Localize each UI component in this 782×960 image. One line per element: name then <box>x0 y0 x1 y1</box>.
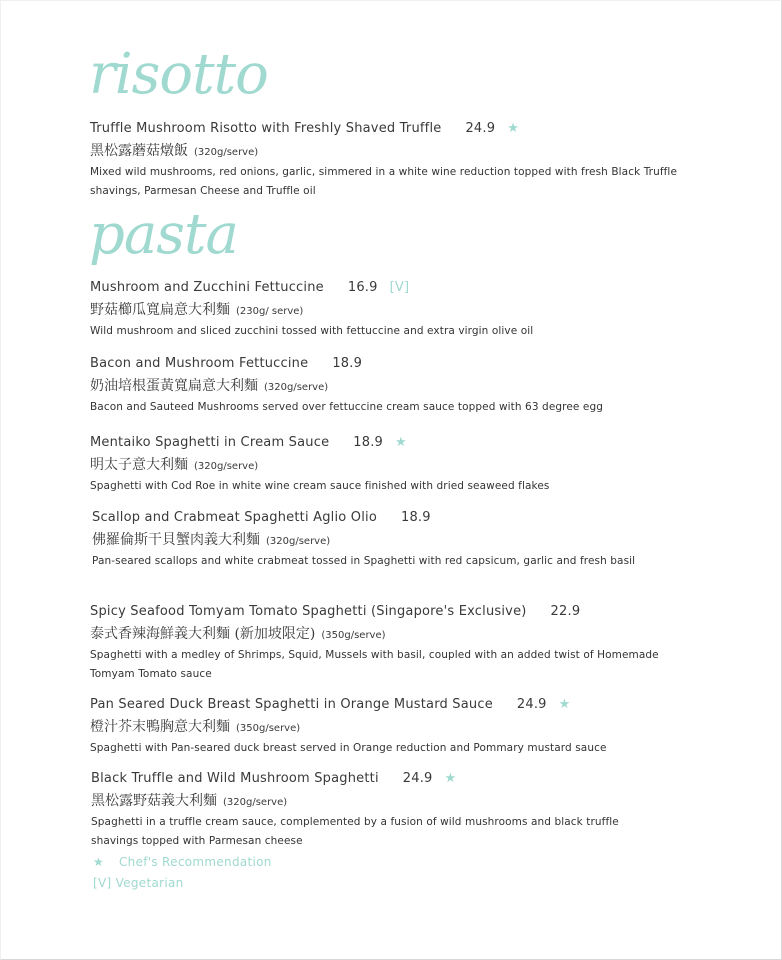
item-description: Wild mushroom and sliced zucchini tossed with fettuccine and extra virgin olive oil <box>90 325 534 337</box>
item-title-line <box>90 696 730 714</box>
item-portion: (320g/serve) <box>223 797 288 808</box>
item-name: Pan Seared Duck Breast Spaghetti in Orange Mustard Sauce <box>90 697 493 712</box>
item-price: 18.9 <box>353 435 384 450</box>
legend-star-label: Chef's Recommendation <box>119 855 272 869</box>
menu-item <box>90 603 670 684</box>
item-description: Spaghetti with Pan-seared duck breast served in Orange reduction and Pommary mustard sauce <box>90 742 607 754</box>
item-chinese-name: 明太子意大利麵 <box>90 457 188 473</box>
item-description: Bacon and Sauteed Mushrooms served over fettuccine cream sauce topped with 63 degree egg <box>90 401 603 413</box>
item-name: Bacon and Mushroom Fettuccine <box>90 356 309 371</box>
menu-item <box>90 279 730 341</box>
item-chinese-name: 橙汁芥末鴨胸意大利麵 <box>90 719 230 735</box>
item-portion: (320g/serve) <box>266 536 331 547</box>
item-description: Spaghetti with Cod Roe in white wine cream sauce finished with dried seaweed flakes <box>90 480 550 492</box>
item-name: Mentaiko Spaghetti in Cream Sauce <box>90 435 330 450</box>
item-chinese-name: 佛羅倫斯干貝蟹肉義大利麵 <box>92 532 260 548</box>
item-price: 24.9 <box>402 771 433 786</box>
item-chinese-line <box>90 300 730 320</box>
item-chinese-line <box>90 624 670 644</box>
item-title-line <box>91 770 651 788</box>
item-chinese-line <box>90 376 730 396</box>
item-price: 22.9 <box>550 604 581 619</box>
legend-chef-recommendation <box>93 855 272 869</box>
item-title-line <box>90 279 730 297</box>
star-icon: ★ <box>395 435 407 450</box>
item-chinese-line <box>91 791 651 811</box>
section-title-pasta: pasta <box>89 202 238 267</box>
menu-item <box>90 120 730 201</box>
item-description: Pan-seared scallops and white crabmeat tossed in Spaghetti with red capsicum, garlic and fresh basil <box>92 555 636 567</box>
item-price: 18.9 <box>332 356 363 371</box>
item-name: Mushroom and Zucchini Fettuccine <box>90 280 324 295</box>
item-chinese-name: 奶油培根蛋黃寬扁意大利麵 <box>90 378 258 394</box>
item-name: Spicy Seafood Tomyam Tomato Spaghetti (Singapore's Exclusive) <box>90 604 527 619</box>
item-title-line <box>90 603 670 621</box>
menu-item <box>90 434 730 496</box>
menu-item <box>90 355 730 417</box>
item-portion: (320g/serve) <box>194 461 259 472</box>
item-portion: (230g/ serve) <box>236 306 304 317</box>
item-title-line <box>90 120 730 138</box>
item-chinese-line <box>90 455 730 475</box>
item-chinese-line <box>92 530 672 550</box>
item-portion: (350g/serve) <box>321 630 386 641</box>
item-price: 16.9 <box>347 280 378 295</box>
item-name: Black Truffle and Wild Mushroom Spaghetti <box>91 771 379 786</box>
item-chinese-name: 野菇櫛瓜寬扁意大利麵 <box>90 302 230 318</box>
item-description: Spaghetti in a truffle cream sauce, complemented by a fusion of wild mushrooms and black truffle shavings topped with Parmesan cheese <box>91 816 619 847</box>
vegetarian-badge: [V] <box>389 280 410 295</box>
item-chinese-name: 黑松露蘑菇燉飯 <box>90 143 188 159</box>
item-chinese-line <box>90 141 730 161</box>
item-portion: (320g/serve) <box>194 147 259 158</box>
item-description: Spaghetti with a medley of Shrimps, Squid, Mussels with basil, coupled with an added twist of Homemade Tomyam Tomato sauce <box>90 649 659 680</box>
item-description: Mixed wild mushrooms, red onions, garlic, simmered in a white wine reduction topped with fresh Black Truffle shavings, Parmesan Cheese and Truffle oil <box>90 166 678 197</box>
item-name: Scallop and Crabmeat Spaghetti Aglio Olio <box>92 510 377 525</box>
item-chinese-line <box>90 717 730 737</box>
star-icon: ★ <box>507 121 520 136</box>
item-portion: (320g/serve) <box>264 382 329 393</box>
menu-item <box>92 509 672 571</box>
item-price: 24.9 <box>516 697 547 712</box>
item-title-line <box>90 355 730 373</box>
legend-veg-label: [V] Vegetarian <box>93 876 184 890</box>
star-icon: ★ <box>558 697 571 712</box>
section-title-risotto: risotto <box>89 42 268 107</box>
item-title-line <box>90 434 730 452</box>
item-title-line <box>92 509 672 527</box>
item-chinese-name: 泰式香辣海鮮義大利麵 (新加坡限定) <box>90 626 316 642</box>
star-icon: ★ <box>93 855 105 869</box>
item-name: Truffle Mushroom Risotto with Freshly Shaved Truffle <box>90 121 442 136</box>
menu-item <box>91 770 651 851</box>
item-price: 18.9 <box>400 510 431 525</box>
star-icon: ★ <box>444 771 457 786</box>
legend-vegetarian <box>93 876 184 890</box>
item-price: 24.9 <box>465 121 496 136</box>
menu-item <box>90 696 730 758</box>
item-portion: (350g/serve) <box>236 723 301 734</box>
item-chinese-name: 黑松露野菇義大利麵 <box>91 793 217 809</box>
